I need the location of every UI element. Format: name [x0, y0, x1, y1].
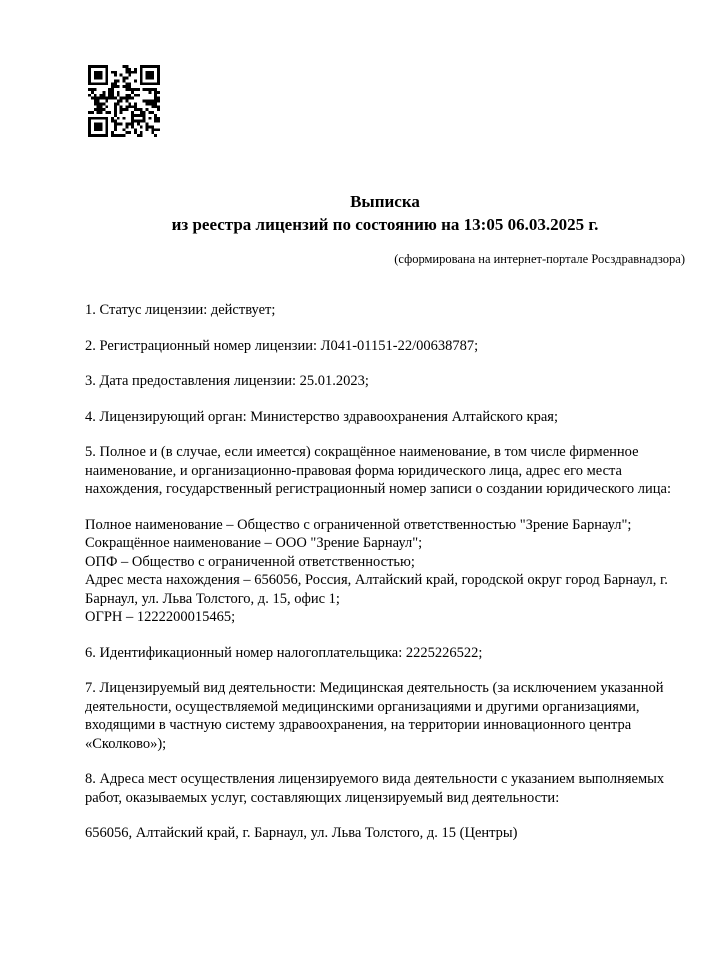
org-ogrn: ОГРН – 1222200015465; — [85, 609, 236, 625]
document-title-line2: из реестра лицензий по состоянию на 13:05 06.03.2025 г. — [171, 215, 599, 234]
activity-address: 656056, Алтайский край, г. Барнаул, ул. Льва Толстого, д. 15 (Центры) — [85, 825, 518, 841]
document-title-line1: Выписка — [350, 192, 420, 211]
org-full-name: Полное наименование – Общество с ограниченной ответственностью "Зрение Барнаул"; — [85, 516, 632, 533]
licensed-activity: 7. Лицензируемый вид деятельности: Медицинская деятельность (за исключением указанной деятельности, осуществляемой медицинскими организациями и другими организациями, входящими в частную систему здравоохранения, на территории инновационного центра «Сколково»); — [85, 680, 664, 752]
document-title — [85, 190, 685, 236]
org-info-block — [85, 516, 685, 627]
license-reg-number: 2. Регистрационный номер лицензии: Л041-01151-22/00638787; — [85, 337, 479, 354]
org-opf: ОПФ – Общество с ограниченной ответственностью; — [85, 553, 415, 570]
generation-note: (сформирована на интернет-портале Росздравнадзора) — [394, 252, 685, 266]
license-status: 1. Статус лицензии: действует; — [85, 302, 276, 318]
org-short-name: Сокращённое наименование – ООО "Зрение Барнаул"; — [85, 535, 423, 551]
org-address: Адрес места нахождения – 656056, Россия, Алтайский край, городской округ город Барнаул, г. Барнаул, ул. Льва Толстого, д. 15, офис 1; — [85, 572, 668, 607]
activity-addresses-heading: 8. Адреса мест осуществления лицензируемого вида деятельности с указанием выполняемых работ, оказываемых услуг, составляющих лицензируемый вид деятельности: — [85, 771, 665, 806]
qr-code-icon — [88, 64, 160, 138]
document-content — [85, 190, 685, 843]
taxpayer-inn: 6. Идентификационный номер налогоплательщика: 2225226522; — [85, 644, 483, 661]
license-grant-date: 3. Дата предоставления лицензии: 25.01.2023; — [85, 373, 369, 389]
licensing-authority: 4. Лицензирующий орган: Министерство здравоохранения Алтайского края; — [85, 408, 558, 425]
org-info-heading: 5. Полное и (в случае, если имеется) сокращённое наименование, в том числе фирменное наименование, и организационно-правовая форма юридического лица, адрес его места нахождения, государственный регистрационный номер записи о создании юридического лица: — [85, 444, 671, 497]
